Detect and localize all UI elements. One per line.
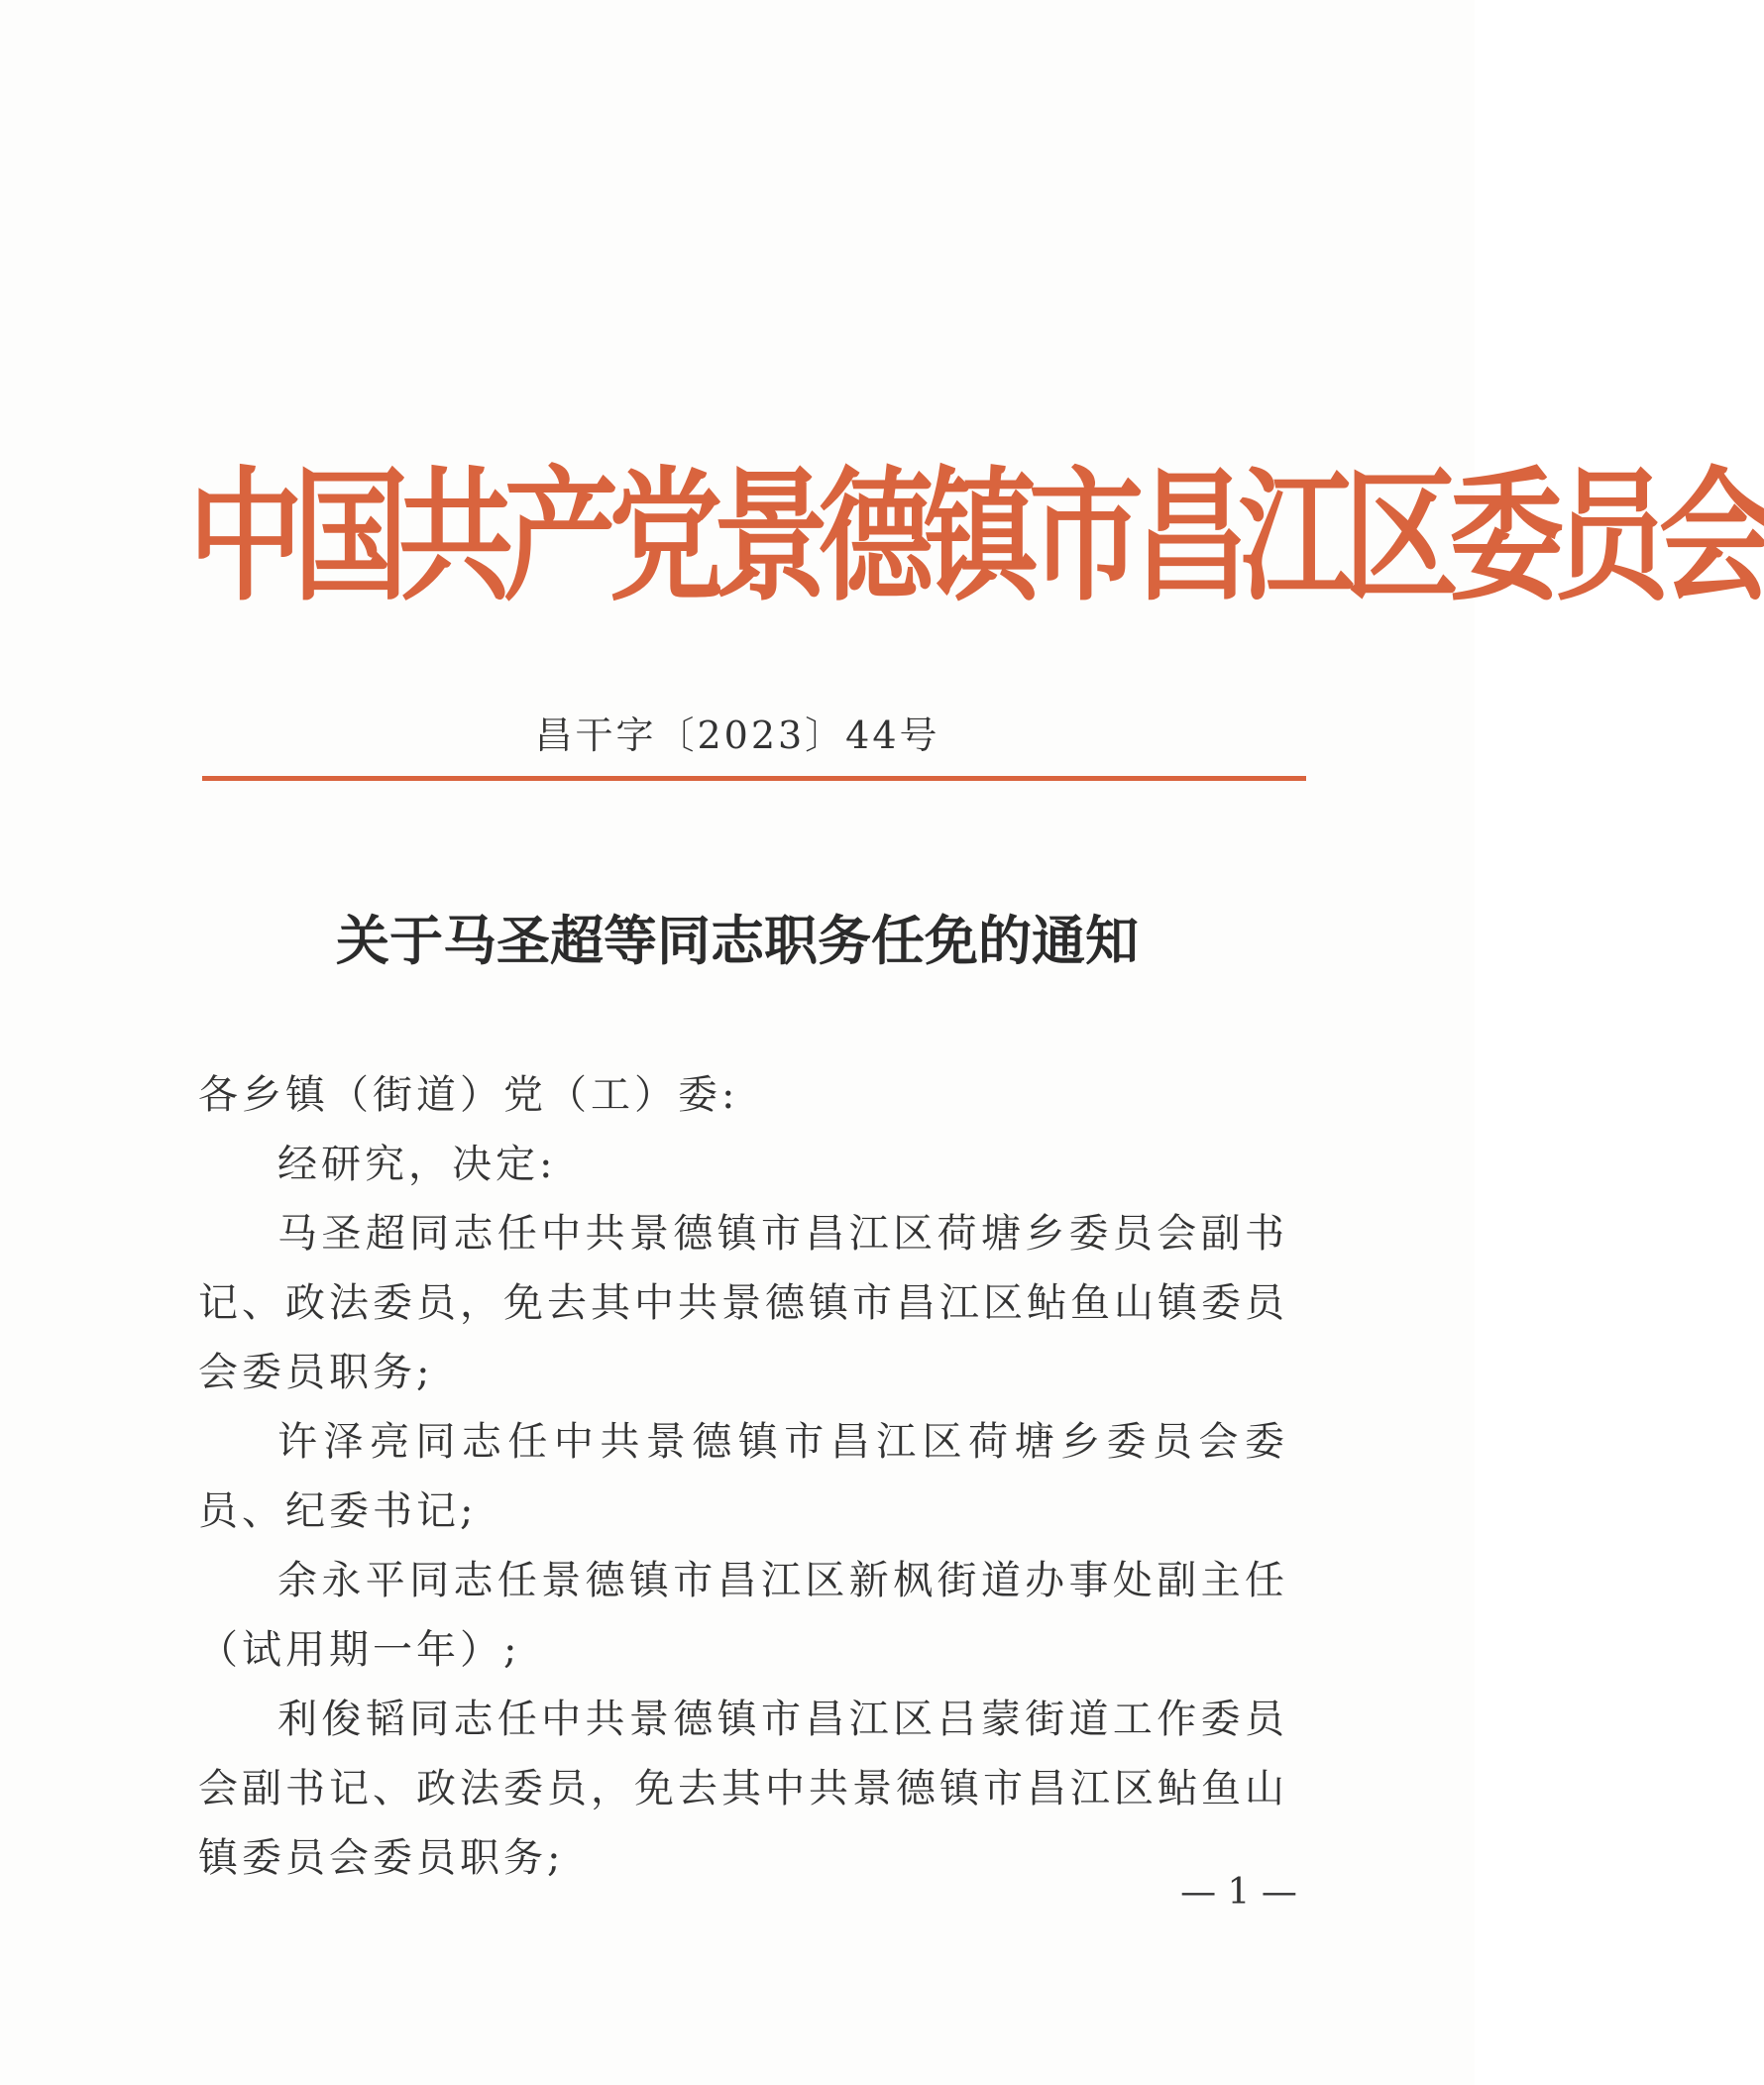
body-paragraph: 利俊韬同志任中共景德镇市昌江区吕蒙街道工作委员会副书记、政法委员，免去其中共景德镇市昌江区鲇鱼山镇委员会委员职务; [198,1697,1288,1881]
body-paragraph: 许泽亮同志任中共景德镇市昌江区荷塘乡委员会委员、纪委书记; [198,1419,1288,1534]
body-paragraph: 马圣超同志任中共景德镇市昌江区荷塘乡委员会副书记、政法委员，免去其中共景德镇市昌江区鲇鱼山镇委员会委员职务; [198,1211,1288,1395]
body-paragraph: 余永平同志任景德镇市昌江区新枫街道办事处副主任（试用期一年）; [198,1558,1288,1673]
salutation: 各乡镇（街道）党（工）委: [198,1072,739,1118]
document-title: 关于马圣超等同志职务任免的通知 [336,910,1139,972]
red-separator-line [202,776,1306,781]
document-body [198,1060,1288,1893]
document-number: 昌干字〔2023〕44号 [534,713,940,757]
page-number: — 1 — [1180,1872,1297,1913]
issuing-organization-header: 中国共产党景德镇市昌江区委员会 [188,454,1764,621]
body-paragraph: 经研究，决定: [277,1142,557,1187]
